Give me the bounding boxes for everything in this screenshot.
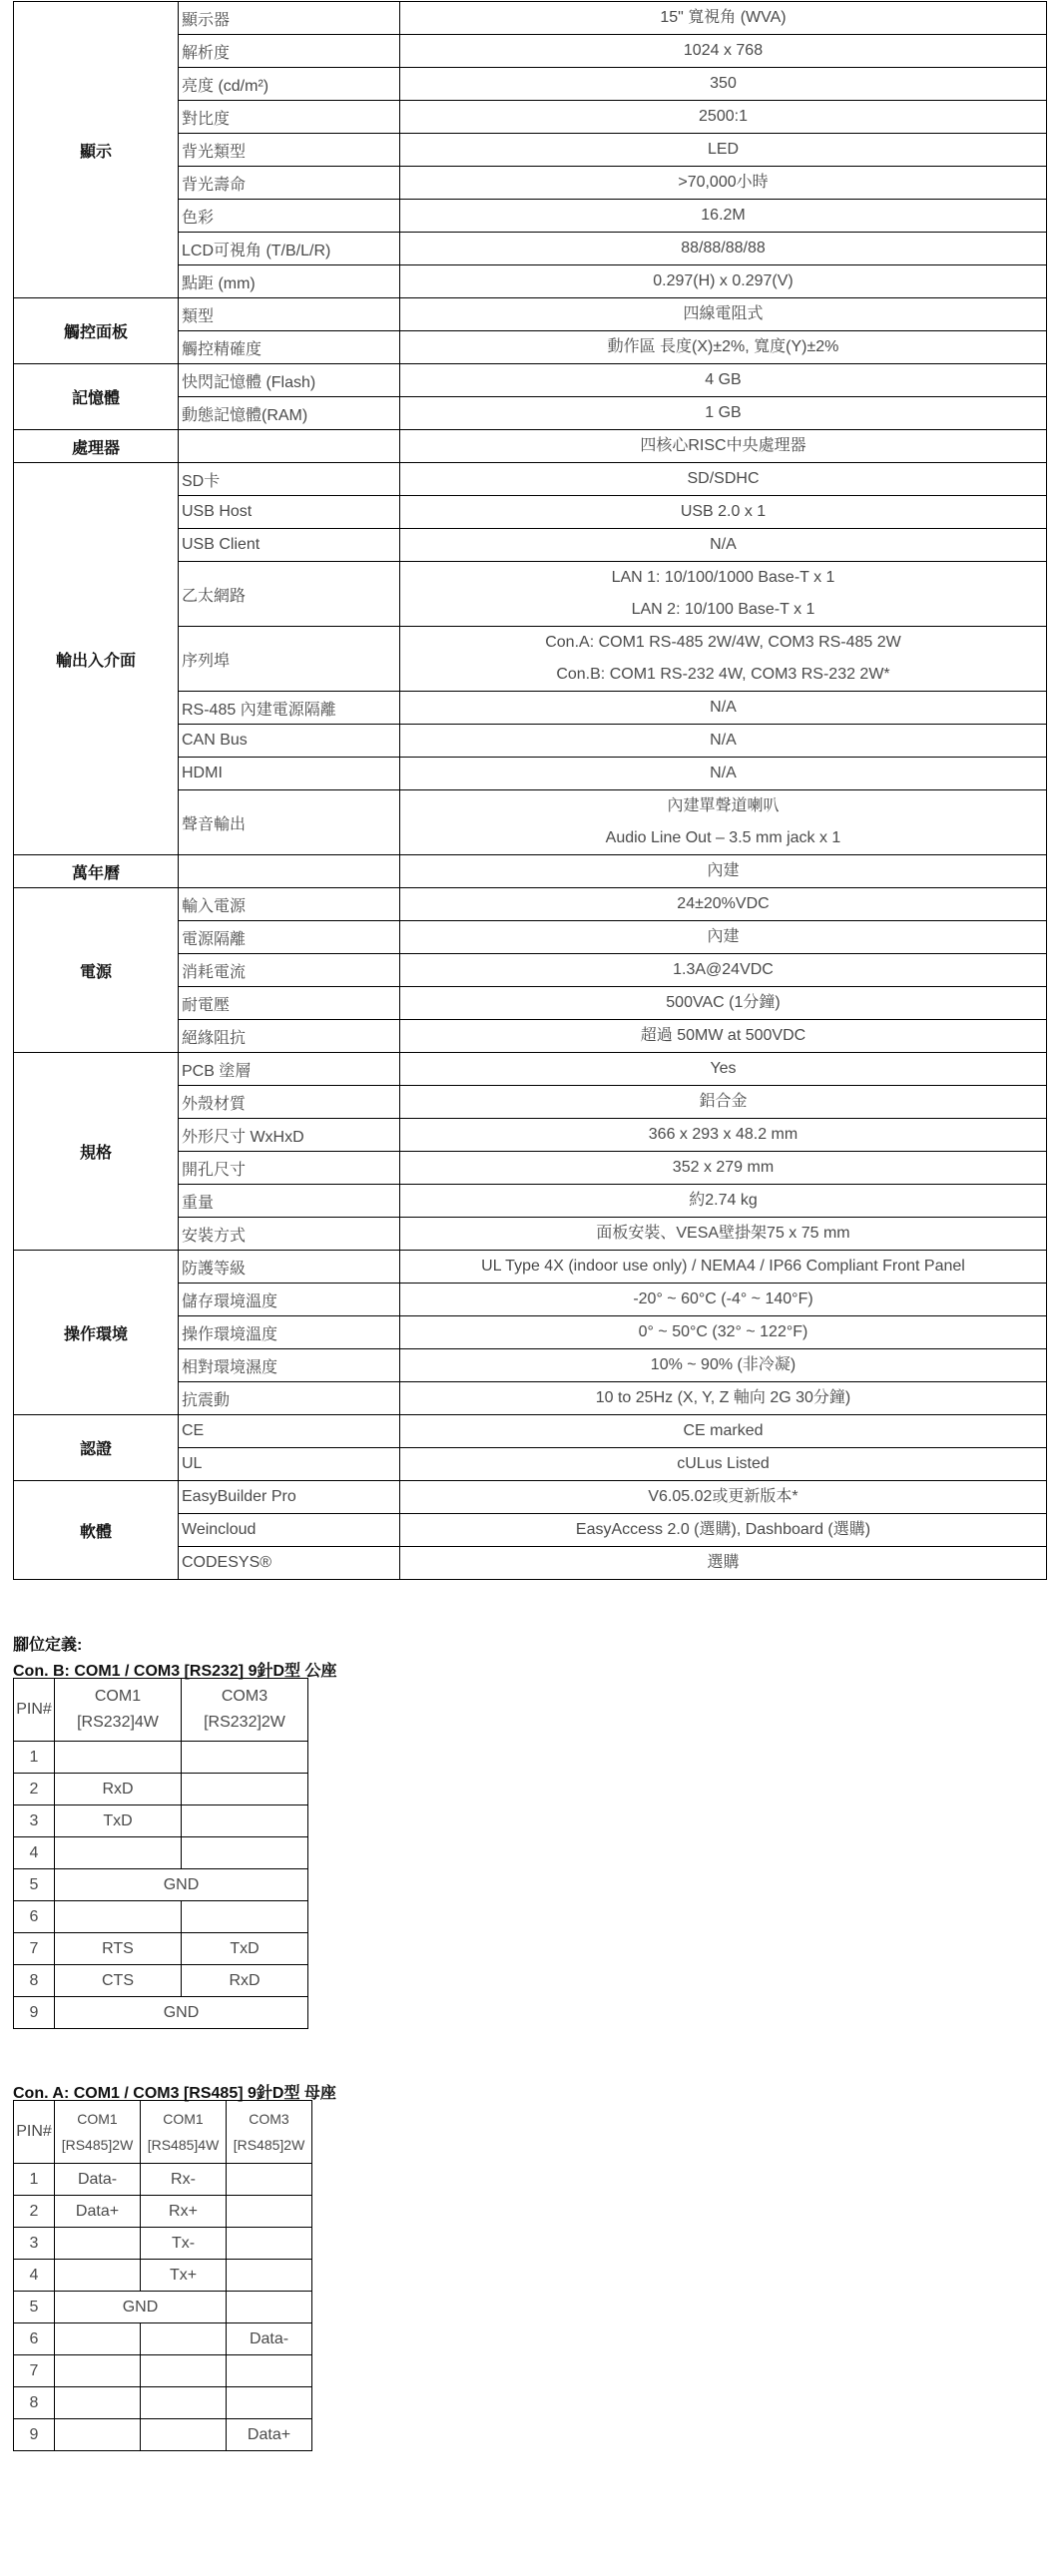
- spec-value: [400, 1514, 1047, 1547]
- spec-value: [400, 888, 1047, 921]
- spec-label: 類型: [179, 298, 400, 331]
- spec-value-line: 2500:1: [699, 108, 748, 125]
- spec-label: Weincloud: [179, 1514, 400, 1547]
- spec-value-line: N/A: [710, 699, 737, 716]
- spec-row: [14, 1053, 1047, 1086]
- spec-value-line: 超過 50MW at 500VDC: [640, 1027, 806, 1044]
- pin-signal: Tx-: [141, 2228, 227, 2260]
- spec-label: CODESYS®: [179, 1547, 400, 1580]
- pin-signal: [55, 2419, 141, 2451]
- spec-row: [14, 1481, 1047, 1514]
- spec-label: 輸入電源: [179, 888, 400, 921]
- spec-value: [400, 167, 1047, 200]
- spec-label: 儲存環境溫度: [179, 1284, 400, 1316]
- spec-row: [14, 463, 1047, 496]
- pin-signal: [55, 1837, 182, 1869]
- spec-value: [400, 134, 1047, 167]
- spec-value: [400, 529, 1047, 562]
- pin-signal: [182, 1742, 308, 1774]
- pin-signal: Data-: [227, 2323, 312, 2355]
- spec-value-line: -20° ~ 60°C (-4° ~ 140°F): [633, 1290, 813, 1307]
- pin-number: 2: [14, 1774, 55, 1805]
- spec-label: 顯示器: [179, 2, 400, 35]
- spec-value: [400, 463, 1047, 496]
- pin-signal: [55, 2387, 141, 2419]
- spec-value: [400, 1415, 1047, 1448]
- spec-value-line: 88/88/88/88: [681, 240, 766, 257]
- pin-signal: [227, 2387, 312, 2419]
- con-b-pin-table: [13, 1678, 308, 2029]
- com1-2w-header: COM1 [RS485]2W: [55, 2101, 141, 2164]
- spec-value-line: Yes: [710, 1060, 737, 1077]
- spec-value: [400, 921, 1047, 954]
- spec-value: [400, 68, 1047, 101]
- spec-value-line: 選購: [707, 1554, 740, 1571]
- spec-value-line: 366 x 293 x 48.2 mm: [648, 1126, 798, 1143]
- spec-value-line: 15" 寬視角 (WVA): [660, 9, 787, 26]
- spec-value-line: 約2.74 kg: [689, 1192, 758, 1209]
- spec-value-line: 四核心RISC中央處理器: [640, 437, 806, 454]
- table-row: [14, 2164, 312, 2196]
- spec-label: 抗震動: [179, 1382, 400, 1415]
- spec-value: [400, 2, 1047, 35]
- spec-value: [400, 627, 1047, 692]
- spec-value: [400, 987, 1047, 1020]
- spec-category: 處理器: [14, 430, 179, 463]
- spec-value-line: Con.B: COM1 RS-232 4W, COM3 RS-232 2W*: [556, 666, 890, 683]
- spec-row: [14, 888, 1047, 921]
- spec-value: [400, 692, 1047, 725]
- spec-label: HDMI: [179, 758, 400, 790]
- spec-value: [400, 562, 1047, 627]
- spec-label: 電源隔離: [179, 921, 400, 954]
- spec-label: LCD可視角 (T/B/L/R): [179, 233, 400, 265]
- con-b-title: Con. B: COM1 / COM3 [RS232] 9針D型 公座: [13, 1663, 337, 1680]
- spec-value: [400, 1382, 1047, 1415]
- pin-signal: [55, 1742, 182, 1774]
- spec-value: [400, 496, 1047, 529]
- spec-label: [179, 430, 400, 463]
- pin-signal: [227, 2228, 312, 2260]
- spec-category: 顯示: [14, 2, 179, 298]
- pin-signal: [227, 2164, 312, 2196]
- spec-label: 亮度 (cd/m²): [179, 68, 400, 101]
- pin-signal: [141, 2419, 227, 2451]
- table-row: [14, 2228, 312, 2260]
- spec-label: 背光類型: [179, 134, 400, 167]
- pin-signal: GND: [55, 2292, 227, 2323]
- spec-value-line: 500VAC (1分鐘): [666, 994, 781, 1011]
- spec-value-line: 10% ~ 90% (非冷凝): [650, 1356, 796, 1373]
- spec-label: RS-485 內建電源隔離: [179, 692, 400, 725]
- spec-value: [400, 1119, 1047, 1152]
- spec-value-line: 24±20%VDC: [677, 895, 770, 912]
- spec-value: [400, 430, 1047, 463]
- spec-label: 序列埠: [179, 627, 400, 692]
- spec-value-line: 1.3A@24VDC: [673, 961, 774, 978]
- spec-value: [400, 1086, 1047, 1119]
- pin-signal: [141, 2355, 227, 2387]
- pin-signal: [227, 2292, 312, 2323]
- spec-label: 觸控精確度: [179, 331, 400, 364]
- pin-signal: [55, 2260, 141, 2292]
- spec-label: 消耗電流: [179, 954, 400, 987]
- spec-value: [400, 331, 1047, 364]
- pin-signal: Tx+: [141, 2260, 227, 2292]
- spec-label: 耐電壓: [179, 987, 400, 1020]
- spec-value: [400, 1185, 1047, 1218]
- spec-value: [400, 200, 1047, 233]
- pin-number: 6: [14, 1901, 55, 1933]
- com3-2w-header: COM3 [RS485]2W: [227, 2101, 312, 2164]
- spec-value: [400, 758, 1047, 790]
- spec-value-line: 4 GB: [705, 371, 742, 388]
- pin-signal: GND: [55, 1869, 308, 1901]
- spec-row: [14, 855, 1047, 888]
- spec-value-line: >70,000小時: [678, 174, 769, 191]
- com1-4w-header: COM1 [RS485]4W: [141, 2101, 227, 2164]
- spec-category: 規格: [14, 1053, 179, 1251]
- spec-value-line: UL Type 4X (indoor use only) / NEMA4 / IP66 Compliant Front Panel: [481, 1258, 965, 1275]
- spec-value-line: N/A: [710, 536, 737, 553]
- pin-signal: [141, 2323, 227, 2355]
- pin-signal: [55, 1901, 182, 1933]
- pin-number: 7: [14, 1933, 55, 1965]
- spec-value-line: 350: [710, 75, 737, 92]
- spec-label: 防護等級: [179, 1251, 400, 1284]
- spec-value: [400, 265, 1047, 298]
- spec-label: SD卡: [179, 463, 400, 496]
- spec-value: [400, 1448, 1047, 1481]
- table-row: [14, 1997, 308, 2029]
- pin-number: 8: [14, 2387, 55, 2419]
- pin-signal: [227, 2355, 312, 2387]
- spec-row: [14, 2, 1047, 35]
- spec-value-line: N/A: [710, 765, 737, 781]
- spec-value: [400, 233, 1047, 265]
- spec-value: [400, 35, 1047, 68]
- pin-signal: [227, 2196, 312, 2228]
- spec-label: 操作環境溫度: [179, 1316, 400, 1349]
- spec-label: 安裝方式: [179, 1218, 400, 1251]
- table-row: [14, 1901, 308, 1933]
- table-row: [14, 1965, 308, 1997]
- spec-category: 操作環境: [14, 1251, 179, 1415]
- spec-value-line: 0.297(H) x 0.297(V): [653, 272, 794, 289]
- spec-value-line: LAN 1: 10/100/1000 Base-T x 1: [611, 569, 835, 586]
- pin-signal: [182, 1805, 308, 1837]
- spec-value: [400, 397, 1047, 430]
- spec-value: [400, 1316, 1047, 1349]
- spec-value: [400, 1251, 1047, 1284]
- pin-number: 5: [14, 2292, 55, 2323]
- spec-value-line: 16.2M: [701, 207, 746, 224]
- spec-label: CAN Bus: [179, 725, 400, 758]
- spec-category: 萬年曆: [14, 855, 179, 888]
- spec-value: [400, 1481, 1047, 1514]
- pin-signal: [182, 1837, 308, 1869]
- spec-value-line: USB 2.0 x 1: [680, 503, 767, 520]
- table-row: [14, 1837, 308, 1869]
- spec-value-line: 內建: [707, 862, 740, 879]
- spec-value: [400, 101, 1047, 134]
- spec-value: [400, 1152, 1047, 1185]
- spec-label: USB Host: [179, 496, 400, 529]
- pin-signal: [55, 2323, 141, 2355]
- table-row: [14, 1742, 308, 1774]
- spec-value-line: 0° ~ 50°C (32° ~ 122°F): [638, 1323, 808, 1340]
- pin-signal: Rx-: [141, 2164, 227, 2196]
- spec-label: 解析度: [179, 35, 400, 68]
- spec-label: PCB 塗層: [179, 1053, 400, 1086]
- pin-signal: RxD: [182, 1965, 308, 1997]
- pin-signal: Data+: [227, 2419, 312, 2451]
- spec-value-line: 面板安裝、VESA壁掛架75 x 75 mm: [596, 1225, 850, 1242]
- spec-value: [400, 1547, 1047, 1580]
- pin-header: PIN#: [14, 2101, 55, 2164]
- pin-signal: TxD: [55, 1805, 182, 1837]
- pin-signal: Data-: [55, 2164, 141, 2196]
- spec-label: 重量: [179, 1185, 400, 1218]
- pin-number: 9: [14, 1997, 55, 2029]
- pin-number: 6: [14, 2323, 55, 2355]
- spec-category: 記憶體: [14, 364, 179, 430]
- spec-category: 電源: [14, 888, 179, 1053]
- spec-label: EasyBuilder Pro: [179, 1481, 400, 1514]
- pin-header: PIN#: [14, 1679, 55, 1742]
- spec-row: [14, 364, 1047, 397]
- table-row: [14, 1805, 308, 1837]
- spec-category: 軟體: [14, 1481, 179, 1580]
- pin-signal: [55, 2228, 141, 2260]
- spec-label: CE: [179, 1415, 400, 1448]
- table-row: [14, 1774, 308, 1805]
- spec-value: [400, 298, 1047, 331]
- spec-category: 觸控面板: [14, 298, 179, 364]
- pin-number: 4: [14, 1837, 55, 1869]
- spec-value-line: 1024 x 768: [683, 42, 764, 59]
- spec-label: 快閃記憶體 (Flash): [179, 364, 400, 397]
- spec-value-line: LAN 2: 10/100 Base-T x 1: [631, 601, 815, 618]
- pin-signal: RxD: [55, 1774, 182, 1805]
- spec-label: 色彩: [179, 200, 400, 233]
- pin-signal: [227, 2260, 312, 2292]
- con-a-title: Con. A: COM1 / COM3 [RS485] 9針D型 母座: [13, 2085, 336, 2102]
- spec-category: 輸出入介面: [14, 463, 179, 855]
- pin-number: 8: [14, 1965, 55, 1997]
- spec-value: [400, 725, 1047, 758]
- spec-value-line: 鋁合金: [699, 1093, 748, 1110]
- con-a-pin-table: [13, 2100, 312, 2451]
- spec-value-line: Con.A: COM1 RS-485 2W/4W, COM3 RS-485 2W: [545, 634, 901, 651]
- spec-row: [14, 1251, 1047, 1284]
- spec-table: [13, 1, 1047, 1580]
- table-row: [14, 2260, 312, 2292]
- spec-label: [179, 855, 400, 888]
- spec-label: UL: [179, 1448, 400, 1481]
- spec-label: USB Client: [179, 529, 400, 562]
- pin-definition-title: 腳位定義:: [13, 1637, 83, 1654]
- pin-signal: [55, 2355, 141, 2387]
- pin-signal: [182, 1774, 308, 1805]
- table-row: [14, 2419, 312, 2451]
- com1-header: COM1 [RS232]4W: [55, 1679, 182, 1742]
- spec-row: [14, 1415, 1047, 1448]
- spec-value-line: 1 GB: [705, 404, 742, 421]
- spec-value: [400, 1349, 1047, 1382]
- spec-value-line: 10 to 25Hz (X, Y, Z 軸向 2G 30分鐘): [595, 1389, 851, 1406]
- spec-value-line: N/A: [710, 732, 737, 749]
- pin-signal: CTS: [55, 1965, 182, 1997]
- spec-row: [14, 298, 1047, 331]
- pin-number: 4: [14, 2260, 55, 2292]
- table-row: [14, 1933, 308, 1965]
- spec-value: [400, 1218, 1047, 1251]
- pin-number: 1: [14, 2164, 55, 2196]
- spec-value: [400, 855, 1047, 888]
- pin-number: 5: [14, 1869, 55, 1901]
- spec-label: 乙太網路: [179, 562, 400, 627]
- spec-value-line: 內建單聲道喇叭: [667, 797, 780, 814]
- spec-label: 絕緣阻抗: [179, 1020, 400, 1053]
- spec-value-line: CE marked: [683, 1422, 764, 1439]
- spec-label: 相對環境濕度: [179, 1349, 400, 1382]
- table-row: [14, 1869, 308, 1901]
- pin-number: 9: [14, 2419, 55, 2451]
- pin-signal: [182, 1901, 308, 1933]
- spec-label: 外殼材質: [179, 1086, 400, 1119]
- spec-value-line: 352 x 279 mm: [672, 1159, 775, 1176]
- spec-value-line: LED: [707, 141, 740, 158]
- pin-number: 1: [14, 1742, 55, 1774]
- pin-signal: GND: [55, 1997, 308, 2029]
- spec-label: 聲音輸出: [179, 790, 400, 855]
- spec-value: [400, 790, 1047, 855]
- spec-value-line: V6.05.02或更新版本*: [648, 1488, 798, 1505]
- spec-label: 點距 (mm): [179, 265, 400, 298]
- pin-number: 2: [14, 2196, 55, 2228]
- spec-value-line: EasyAccess 2.0 (選購), Dashboard (選購): [575, 1521, 871, 1538]
- spec-value: [400, 1053, 1047, 1086]
- spec-label: 動態記憶體(RAM): [179, 397, 400, 430]
- spec-value: [400, 954, 1047, 987]
- spec-value: [400, 1020, 1047, 1053]
- spec-row: [14, 430, 1047, 463]
- pin-number: 3: [14, 2228, 55, 2260]
- spec-value-line: 內建: [707, 928, 740, 945]
- spec-value-line: 四線電阻式: [683, 305, 764, 322]
- table-row: [14, 2292, 312, 2323]
- pin-signal: Data+: [55, 2196, 141, 2228]
- table-row: [14, 2387, 312, 2419]
- spec-value: [400, 364, 1047, 397]
- pin-signal: [141, 2387, 227, 2419]
- pin-number: 7: [14, 2355, 55, 2387]
- pin-signal: RTS: [55, 1933, 182, 1965]
- spec-category: 認證: [14, 1415, 179, 1481]
- table-row: [14, 2355, 312, 2387]
- pin-signal: TxD: [182, 1933, 308, 1965]
- spec-value-line: 動作區 長度(X)±2%, 寬度(Y)±2%: [607, 338, 839, 355]
- table-row: [14, 2196, 312, 2228]
- spec-label: 背光壽命: [179, 167, 400, 200]
- spec-value-line: Audio Line Out – 3.5 mm jack x 1: [605, 829, 841, 846]
- pin-signal: Rx+: [141, 2196, 227, 2228]
- spec-label: 開孔尺寸: [179, 1152, 400, 1185]
- com3-header: COM3 [RS232]2W: [182, 1679, 308, 1742]
- spec-label: 外形尺寸 WxHxD: [179, 1119, 400, 1152]
- spec-value: [400, 1284, 1047, 1316]
- spec-value-line: SD/SDHC: [687, 470, 760, 487]
- table-row: [14, 2323, 312, 2355]
- spec-label: 對比度: [179, 101, 400, 134]
- pin-number: 3: [14, 1805, 55, 1837]
- spec-value-line: cULus Listed: [677, 1455, 770, 1472]
